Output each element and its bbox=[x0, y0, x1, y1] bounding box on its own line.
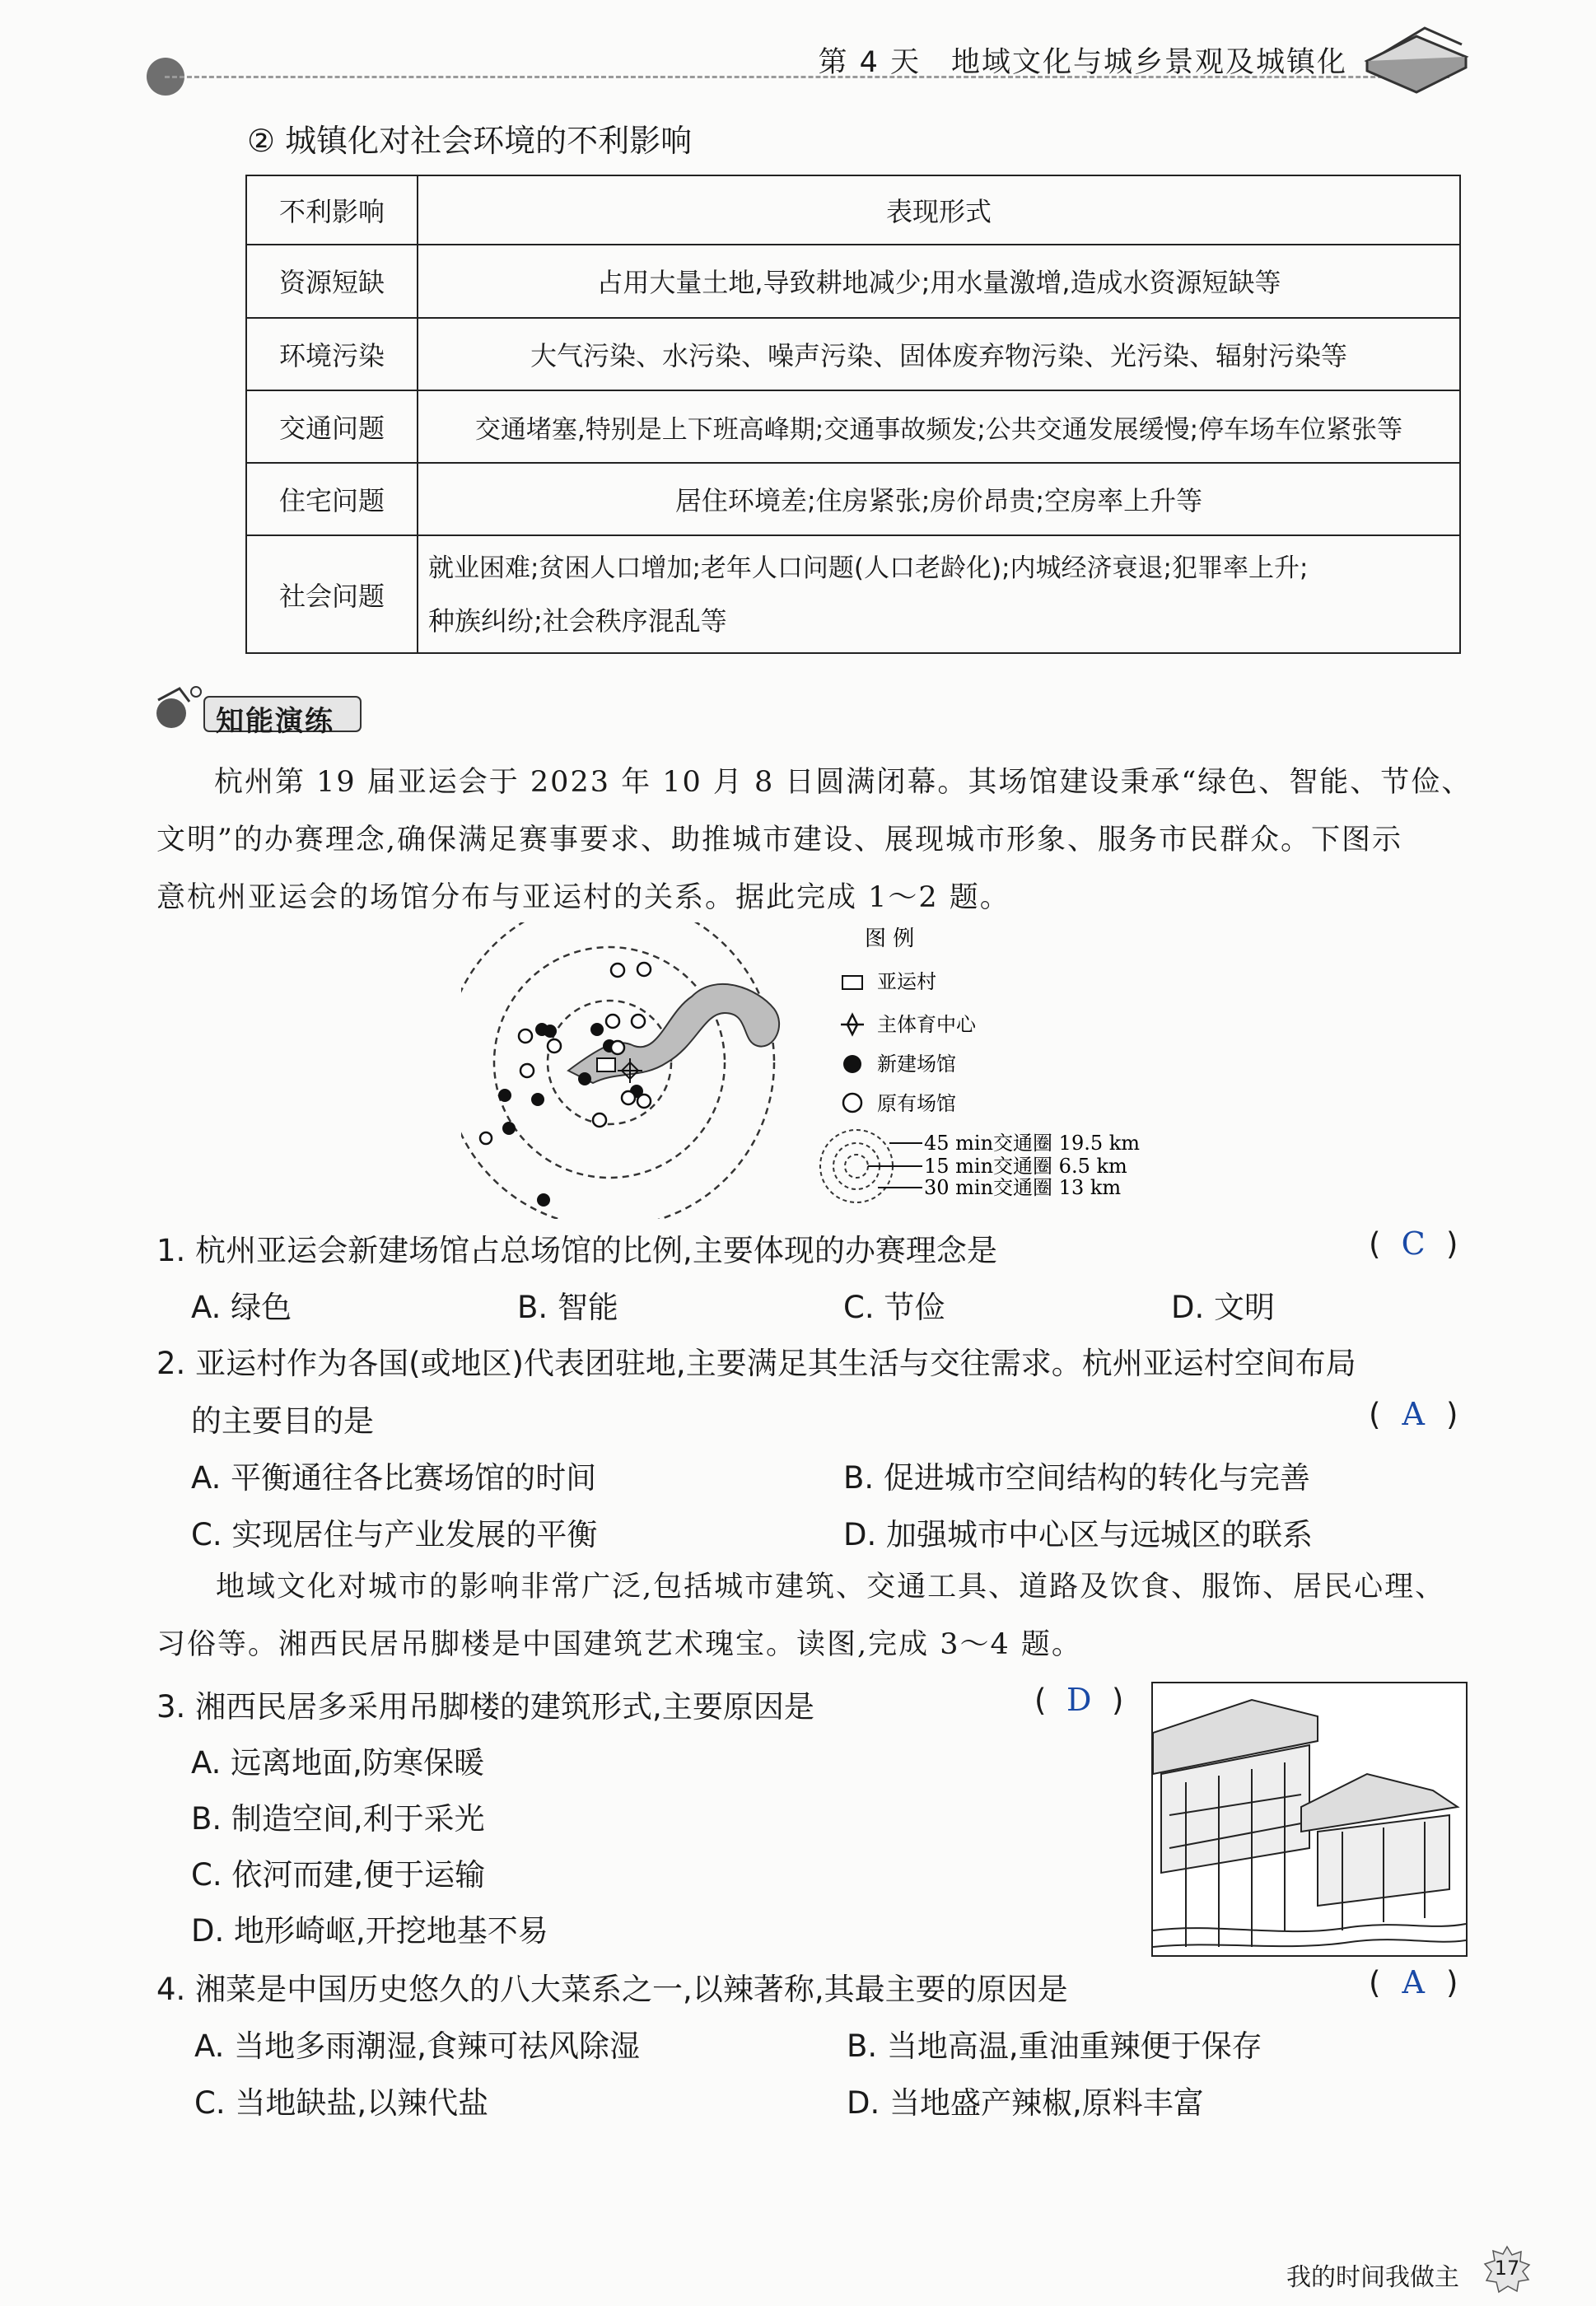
legend-label: 新建场馆 bbox=[877, 1053, 956, 1076]
question-3-option-b: B. 制造空间,利于采光 bbox=[191, 1801, 485, 1837]
question-3-answer: ( D ) bbox=[1034, 1682, 1124, 1718]
table-cell-impact: 资源短缺 bbox=[246, 245, 418, 317]
page-number: 17 bbox=[1494, 2257, 1520, 2280]
question-2-answer: ( A ) bbox=[1369, 1396, 1458, 1432]
impact-table bbox=[245, 175, 1461, 654]
question-1-option-b: B. 智能 bbox=[517, 1290, 618, 1325]
footer-slogan: 我的时间我做主 bbox=[1286, 2263, 1459, 2292]
table-row bbox=[246, 463, 1460, 535]
drill-section-title: 知能演练 bbox=[216, 705, 334, 738]
table-cell-impact: 交通问题 bbox=[246, 390, 418, 463]
table-row bbox=[246, 535, 1460, 653]
question-3-option-c: C. 依河而建,便于运输 bbox=[191, 1857, 486, 1893]
table-cell-form: 占用大量土地,导致耕地减少;用水量激增,造成水资源短缺等 bbox=[418, 245, 1460, 317]
table-cell-impact: 住宅问题 bbox=[246, 463, 418, 535]
legend-label: 亚运村 bbox=[877, 970, 936, 993]
table-cell-form-line: 就业困难;贫困人口增加;老年人口问题(人口老龄化);内城经济衰退;犯罪率上升; bbox=[428, 553, 1309, 583]
asian-games-village-icon bbox=[597, 1058, 615, 1071]
legend-label: 原有场馆 bbox=[877, 1092, 956, 1115]
legend-village-icon bbox=[842, 976, 862, 989]
question-3-option-a: A. 远离地面,防寒保暖 bbox=[191, 1745, 484, 1781]
table-cell-form: 大气污染、水污染、噪声污染、固体废弃物污染、光污染、辐射污染等 bbox=[418, 318, 1460, 390]
venue-map bbox=[461, 922, 1186, 1219]
question-1-stem: 1. 杭州亚运会新建场馆占总场馆的比例,主要体现的办赛理念是 bbox=[156, 1233, 997, 1268]
passage-line: 地域文化对城市的影响非常广泛,包括城市建筑、交通工具、道路及饮食、服饰、居民心理、 bbox=[216, 1571, 1446, 1603]
legend-sports-center-icon bbox=[841, 1015, 864, 1034]
question-2-option-d: D. 加强城市中心区与远城区的联系 bbox=[843, 1517, 1314, 1552]
table-header-cell: 不利影响 bbox=[246, 175, 418, 245]
table-cell-impact: 环境污染 bbox=[246, 318, 418, 390]
question-1-answer: ( C ) bbox=[1369, 1225, 1458, 1262]
question-1-option-c: C. 节俭 bbox=[843, 1290, 945, 1325]
table-row bbox=[246, 318, 1460, 390]
question-1-option-a: A. 绿色 bbox=[191, 1290, 292, 1325]
question-2-option-c: C. 实现居住与产业发展的平衡 bbox=[191, 1517, 598, 1552]
passage-line: 文明”的办赛理念,确保满足赛事要求、助推城市建设、展现城市形象、服务市民群众。下图示 bbox=[156, 824, 1403, 857]
legend-existing-venue-icon bbox=[843, 1094, 861, 1112]
books-icon bbox=[1359, 20, 1474, 94]
table-cell-form-line: 种族纠纷;社会秩序混乱等 bbox=[428, 605, 727, 637]
question-4-stem: 4. 湘菜是中国历史悠久的八大菜系之一,以辣著称,其最主要的原因是 bbox=[156, 1972, 1068, 2007]
question-3-option-d: D. 地形崎岖,开挖地基不易 bbox=[191, 1913, 548, 1949]
map-legend-title: 图 例 bbox=[865, 927, 915, 951]
question-4-option-c: C. 当地缺盐,以辣代盐 bbox=[194, 2085, 489, 2121]
ring-label: 15 min交通圈 6.5 km bbox=[924, 1155, 1127, 1178]
table-cell-form: 居住环境差;住房紧张;房价昂贵;空房率上升等 bbox=[418, 463, 1460, 535]
table-cell-form bbox=[418, 535, 1460, 653]
table-cell-form: 交通堵塞,特别是上下班高峰期;交通事故频发;公共交通发展缓慢;停车场车位紧张等 bbox=[418, 390, 1460, 463]
passage-line: 杭州第 19 届亚运会于 2023 年 10 月 8 日圆满闭幕。其场馆建设秉承“绿色、智能、节俭、 bbox=[214, 766, 1472, 799]
question-4-option-a: A. 当地多雨潮湿,食辣可祛风除湿 bbox=[194, 2028, 640, 2064]
question-3-stem: 3. 湘西民居多采用吊脚楼的建筑形式,主要原因是 bbox=[156, 1689, 814, 1725]
question-1-option-d: D. 文明 bbox=[1171, 1290, 1276, 1325]
question-4-option-d: D. 当地盛产辣椒,原料丰富 bbox=[847, 2085, 1204, 2121]
page-header-title: 第 4 天 地域文化与城乡景观及城镇化 bbox=[818, 46, 1347, 79]
table-header-row bbox=[246, 175, 1460, 245]
question-4-answer: ( A ) bbox=[1369, 1964, 1458, 2000]
question-2-stem: 2. 亚运村作为各国(或地区)代表团驻地,主要满足其生活与交往需求。杭州亚运村空间布局 bbox=[156, 1346, 1356, 1381]
ring-label: 30 min交通圈 13 km bbox=[924, 1176, 1122, 1199]
table-row bbox=[246, 245, 1460, 317]
question-4-option-b: B. 当地高温,重油重辣便于保存 bbox=[847, 2028, 1262, 2064]
question-2-stem: 的主要目的是 bbox=[191, 1403, 374, 1439]
ring-label: 45 min交通圈 19.5 km bbox=[924, 1132, 1141, 1155]
stilt-house-illustration bbox=[1151, 1682, 1468, 1957]
section-subheading: ② 城镇化对社会环境的不利影响 bbox=[247, 123, 693, 159]
legend-new-venue-icon bbox=[843, 1055, 861, 1073]
table-cell-impact: 社会问题 bbox=[246, 535, 418, 653]
table-header-cell: 表现形式 bbox=[418, 175, 1460, 245]
passage-line: 习俗等。湘西民居吊脚楼是中国建筑艺术瑰宝。读图,完成 3～4 题。 bbox=[156, 1628, 1082, 1661]
table-row bbox=[246, 390, 1460, 463]
passage-line: 意杭州亚运会的场馆分布与亚运村的关系。据此完成 1～2 题。 bbox=[156, 881, 1010, 914]
legend-label: 主体育中心 bbox=[877, 1013, 976, 1036]
question-2-option-a: A. 平衡通往各比赛场馆的时间 bbox=[191, 1460, 597, 1496]
question-2-option-b: B. 促进城市空间结构的转化与完善 bbox=[843, 1460, 1310, 1496]
